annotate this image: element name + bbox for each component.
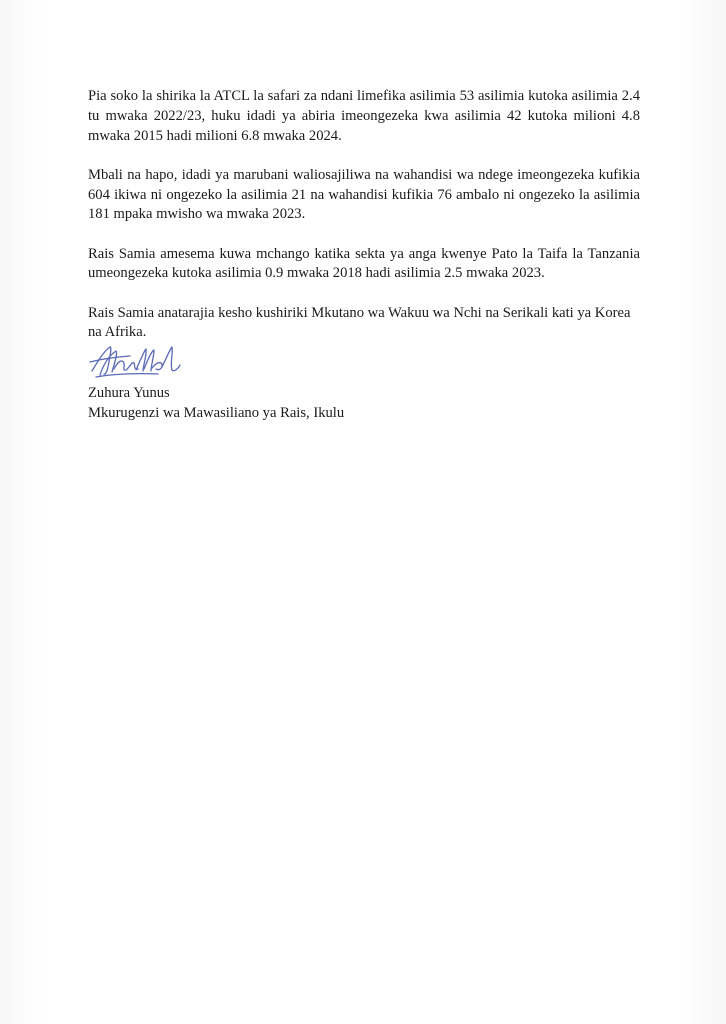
paragraph-korea-africa-summit: Rais Samia anatarajia kesho kushiriki Mkutano wa Wakuu wa Nchi na Serikali kati ya Korea na Afrika. <box>88 304 631 341</box>
paragraph-pilots-engineers: Mbali na hapo, idadi ya marubani waliosajiliwa na wahandisi wa ndege imeongezeka kufikia 604 ikiwa ni ongezeko la asilimia 21 na wahandisi kufikia 76 ambalo ni ongezeko la asilimia 181 mpaka mwisho wa mwaka 2023. <box>88 166 640 223</box>
paragraph-atcl-market: Pia soko la shirika la ATCL la safari za ndani limefika asilimia 53 asilimia kutoka asilimia 2.4 tu mwaka 2022/23, huku idadi ya abiria imeongezeka kwa asilimia 42 kutoka milioni 4.8 mwaka 2015 hadi milioni 6.8 mwaka 2024. <box>88 88 640 144</box>
handwritten-signature-icon <box>88 341 182 383</box>
signer-name: Zuhura Yunus <box>88 385 170 401</box>
paragraph-gdp-contribution: Rais Samia amesema kuwa mchango katika sekta ya anga kwenye Pato la Taifa la Tanzania umeongezeka kutoka asilimia 0.9 mwaka 2018 hadi asilimia 2.5 mwaka 2023. <box>88 245 640 282</box>
signer-title: Mkurugenzi wa Mawasiliano ya Rais, Ikulu <box>88 405 345 421</box>
signature-block <box>88 383 344 423</box>
document-body <box>88 87 640 363</box>
